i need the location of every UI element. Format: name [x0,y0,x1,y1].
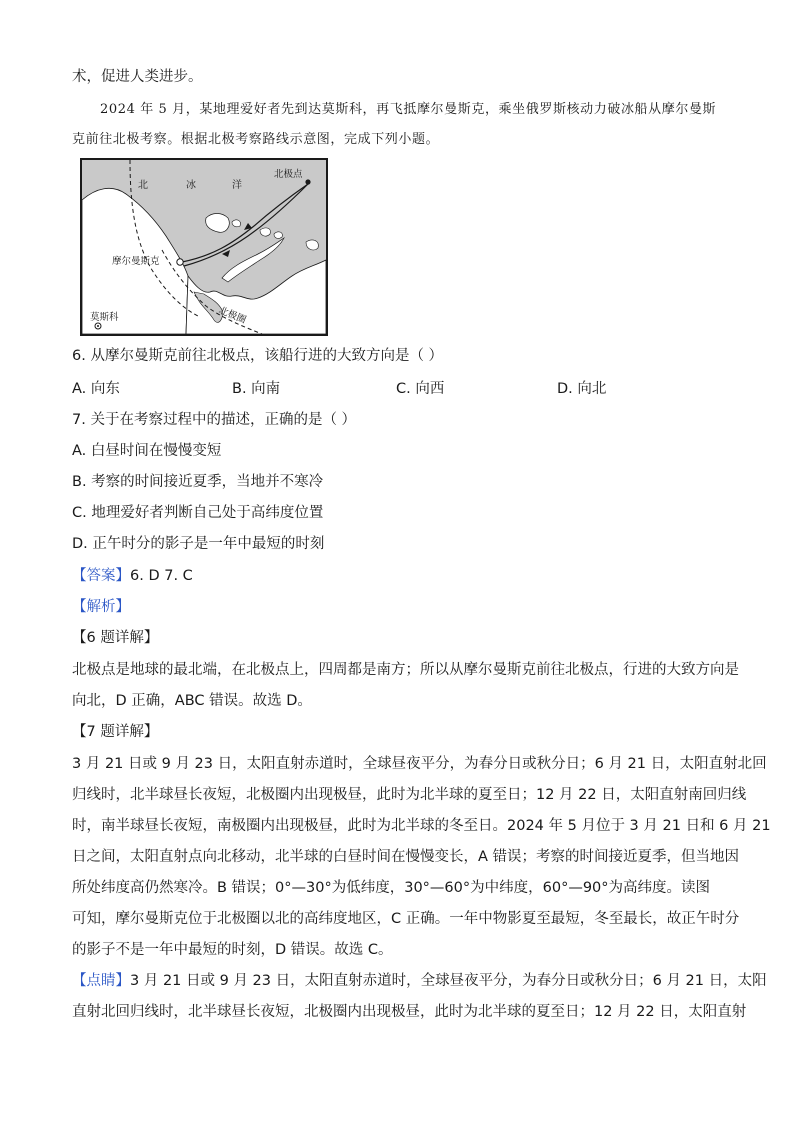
q7-option-c: C. 地理爱好者判断自己处于高纬度位置 [72,505,324,521]
route-return [184,184,308,266]
detail7-line-1: 3 月 21 日或 9 月 23 日，太阳直射赤道时，全球昼夜平分，为春分日或秋分日；6 月 21 日，太阳直射北回 [72,756,767,772]
answer-text: 6. D 7. C [130,568,193,584]
q7-option-d: D. 正午时分的影子是一年中最短的时刻 [72,536,325,552]
arctic-route-map [80,158,328,336]
answer-line [72,566,193,586]
tip-line-2: 直射北回归线时，北半球昼长夜短，北极圈内出现极昼，此时为北半球的夏至日；12 月 22 日，太阳直射 [72,1004,747,1020]
answer-tag: 【答案】 [72,568,130,584]
tip-tag: 【点睛】 [72,973,130,989]
detail6-tag: 【6 题详解】 [72,630,159,646]
detail7-line-6: 可知，摩尔曼斯克位于北极圈以北的高纬度地区，C 正确。一年中物影夏至最短，冬至最长，故正午时分 [72,911,740,927]
murmansk-dot [177,259,183,265]
detail7-line-2: 归线时，北半球昼长夜短，北极圈内出现极昼，此时为北半球的夏至日；12 月 22 日，太阳直射南回归线 [72,787,747,803]
island-franz-josef [260,228,270,236]
detail7-line-5: 所处纬度高仍然寒冷。B 错误；0°—30°为低纬度，30°—60°为中纬度，60°—90°为高纬度。读图 [72,880,711,896]
map-label-moscow: 莫斯科 [90,312,119,323]
map-label-bei: 北 [138,180,148,191]
island-svalbard [206,214,230,233]
detail7-line-3: 时，南半球昼长夜短，南极圈内出现极昼，此时为北半球的冬至日。2024 年 5 月位于 3 月 21 日和 6 月 21 [72,818,771,834]
route-outbound [182,184,308,262]
intro-line-2: 克前往北极考察。根据北极考察路线示意图，完成下列小题。 [72,132,440,147]
tip-line-1 [72,971,767,991]
intro-line-1: 2024 年 5 月，某地理爱好者先到达莫斯科，再飞抵摩尔曼斯克，乘坐俄罗斯核动力破冰船从摩尔曼斯 [100,102,717,117]
q6-stem: 6. 从摩尔曼斯克前往北极点，该船行进的大致方向是（ ） [72,348,444,364]
map-drawing [82,160,326,334]
detail6-line-1: 北极点是地球的最北端，在北极点上，四周都是南方；所以从摩尔曼斯克前往北极点，行进的大致方向是 [72,662,739,678]
q6-option-d: D. 向北 [557,381,607,397]
detail7-tag: 【7 题详解】 [72,724,159,740]
analysis-tag: 【解析】 [72,599,130,615]
detail6-line-2: 向北，D 正确，ABC 错误。故选 D。 [72,693,312,709]
tip-text-1: 3 月 21 日或 9 月 23 日，太阳直射赤道时，全球昼夜平分，为春分日或秋分日；6 月 21 日，太阳 [130,973,767,989]
island-svalbard-small [232,220,240,227]
q6-option-a: A. 向东 [72,381,120,397]
q7-option-a: A. 白昼时间在慢慢变短 [72,443,222,459]
q6-option-c: C. 向西 [396,381,445,397]
island-novaya-zemlya [222,238,284,282]
paragraph-fragment: 术，促进人类进步。 [72,69,203,85]
map-label-arctic-circle: 北极圈 [216,305,248,326]
q7-stem: 7. 关于在考察过程中的描述，正确的是（ ） [72,412,357,428]
map-label-murmansk: 摩尔曼斯克 [112,256,160,267]
island-severnaya [306,240,318,250]
map-label-bing: 冰 [186,180,196,191]
map-label-yang: 洋 [232,180,242,191]
q7-option-b: B. 考察的时间接近夏季，当地并不寒冷 [72,474,324,490]
map-label-north-pole: 北极点 [274,169,303,180]
north-pole-dot [305,179,310,184]
moscow-dot-center [97,325,99,327]
q6-option-b: B. 向南 [232,381,281,397]
detail7-line-4: 日之间，太阳直射点向北移动，北半球的白昼时间在慢慢变长，A 错误；考察的时间接近夏季，但当地因 [72,849,740,865]
detail7-line-7: 的影子不是一年中最短的时刻，D 错误。故选 C。 [72,942,393,958]
island-franz-josef-2 [274,232,282,239]
